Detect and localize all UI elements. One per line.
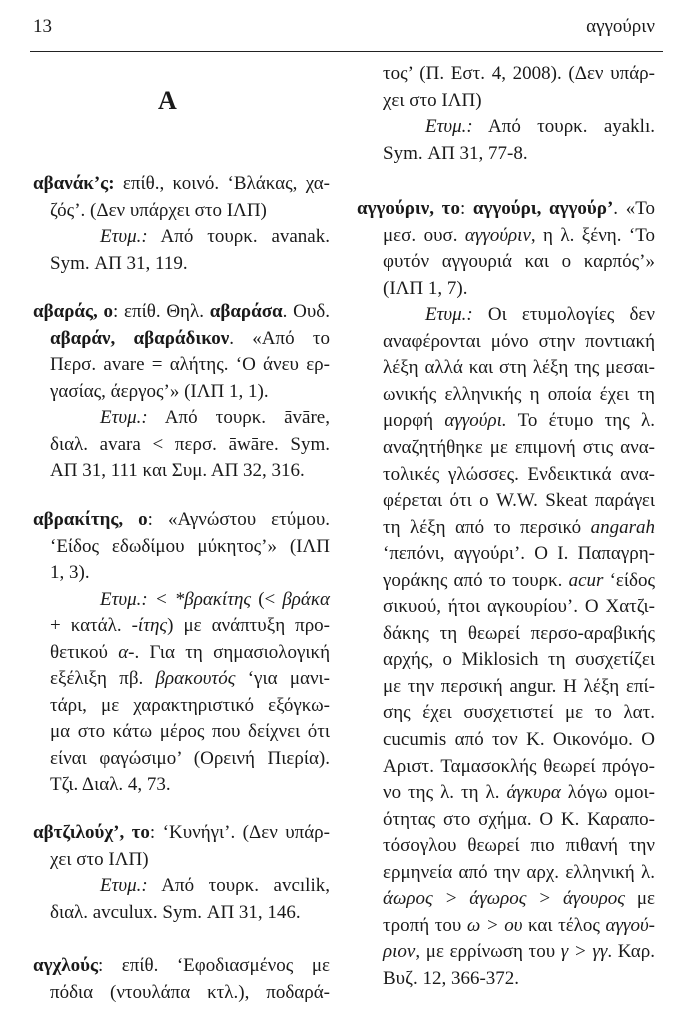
definition-line [33,955,330,977]
header-rule [30,51,663,52]
italic-text: Ετυμ.: < *βρακίτης [100,589,252,610]
definition-line [383,278,655,300]
text: σης έχει συσχετιστεί με το λατ. [383,702,655,723]
text: τη λέξη από το περσικό [383,517,591,538]
text: Sym. ΑΠ 31, 119. [50,253,188,274]
text: + κατάλ. [50,615,132,636]
etymology-line [383,143,655,165]
etymology-line [383,809,655,831]
italic-text: άωρος > άγωρος > άγουρος [383,888,625,909]
etymology-line [383,835,655,857]
definition-line [33,173,330,195]
etymology-line [383,915,655,937]
text: επίθ., κοινό. ‘Βλάκας, χα- [122,173,331,194]
text: ερμηνεία από την αρχ. ελληνική λ. [383,862,655,883]
italic-text: αγγούρι. [444,410,507,431]
italic-text: -ίτης [131,615,168,636]
text: Βυζ. 12, 366-372. [383,968,520,989]
text: αρχής, ο Miklosich τη συσχετίζει [383,649,655,670]
text: θετικού [50,642,119,663]
text: γοράκης από το τουρκ. [383,570,569,591]
etymology-line [383,570,655,592]
text: διαλ. avara < περσ. āwāre. Sym. [50,434,330,455]
etymology-line [50,695,330,717]
text: μεσ. ουσ. [383,225,465,246]
text: Από τουρκ. āvāre, [147,407,330,428]
text: . Ουδ. [282,301,330,322]
text: είναι φαγώσιμο’ (Ορεινή Πιερία). [50,748,330,769]
italic-text: ριον [383,941,416,962]
etymology-line [50,615,330,637]
italic-text: Ετυμ.: [425,116,473,137]
text: διαλ. avculux. Sym. ΑΠ 31, 146. [50,902,301,923]
text: Από τουρκ. avanak. [147,226,330,247]
headword: αβανάκ’ς: [33,173,115,194]
text: ζός’. (Δεν υπάρχει στο ΙΛΠ) [50,200,267,221]
text: . Καρ. [607,941,655,962]
headword: αβαράσα [209,301,283,322]
italic-text: acur [568,570,604,591]
text: : επίθ. ‘Εφοδιασμένος με [97,955,330,976]
etymology-line [383,782,655,804]
text: αναζητήθηκε με επιμονή στις ανα- [383,437,655,458]
text: ωνικής ελληνικής η οποία έχει τη [383,384,655,405]
text: Sym. ΑΠ 31, 77-8. [383,143,528,164]
definition-line [33,301,330,323]
text: 1, 3). [50,562,90,583]
text: τάρι, με χαρακτηριστικό εξόγκω- [50,695,330,716]
text: . «Το [613,198,655,219]
etymology-line [383,756,655,778]
section-letter: A [158,86,177,115]
text: σικυού, ήτοι αγκουρίου’. Ο Χατζι- [383,596,655,617]
etymology-line [50,748,330,770]
text: Τζι. Διαλ. 4, 73. [50,774,171,795]
etymology-line [383,543,655,565]
headword: αγγούρι, αγγούρ’ [472,198,614,219]
text: (ΙΛΠ 1, 7). [383,278,468,299]
etymology-line [425,116,655,138]
text: φυτόν αγγουριά και ο καρπός’» [383,251,655,272]
etymology-line [383,941,655,963]
etymology-line [100,226,330,248]
text: χει στο ΙΛΠ) [50,849,149,870]
text: . Για τη σημασιολογική [134,642,330,663]
text: Το έτυμο της λ. [506,410,655,431]
italic-text: βράκα [282,589,330,610]
etymology-line [383,517,655,539]
etymology-line [50,721,330,743]
text: ‘είδος [603,570,655,591]
etymology-line [383,649,655,671]
etymology-line [383,437,655,459]
text: : «Αγνώστου ετύμου. [147,509,331,530]
italic-text: α- [118,642,135,663]
text: δάκης τη θεωρεί περσο-αραβικής [383,623,655,644]
text: : [459,198,473,219]
etymology-line [383,729,655,751]
etymology-line [425,304,655,326]
definition-line [383,251,655,273]
definition-line [50,982,330,1004]
text: τολικές γλώσσες. Ενδεικτικά ανα- [383,464,655,485]
etymology-line [383,862,655,884]
etymology-line [383,676,655,698]
text: ‘πεπόνι, αγγούρι’. Ο Ι. Παπαγρη- [383,543,655,564]
text: , η λ. ξένη. ‘Το [530,225,655,246]
etymology-line [50,642,330,664]
etymology-line [383,331,655,353]
headword: αβτζιλούχ’, το [33,822,150,843]
etymology-line [383,490,655,512]
text: ) με ανάπτυξη προ- [167,615,331,636]
definition-line [383,90,655,112]
definition-line [33,509,330,531]
italic-text: άγκυρα [506,782,561,803]
page-number: 13 [33,16,52,37]
etymology-line [50,668,330,690]
text: , με ερρίνωση του [415,941,561,962]
text: φέρεται ότι ο W.W. Skeat παράγει [383,490,655,511]
text: τροπή του [383,915,467,936]
text: μορφή [383,410,445,431]
etymology-line [383,623,655,645]
text: ΑΠ 31, 111 και Συμ. ΑΠ 32, 316. [50,460,305,481]
definition-line [383,63,655,85]
headword: αβρακίτης, ο [33,509,148,530]
text: ότητας στο σχήμα. Ο Κ. Καραπο- [383,809,655,830]
etymology-line [50,902,330,924]
text: λέξη αλλά και στη λέξη της μεσαι- [383,357,655,378]
text: πόδια (ντουλάπα κτλ.), ποδαρά- [50,982,330,1003]
italic-text: angarah [590,517,655,538]
definition-line [357,198,655,220]
text: εξέλιξη πβ. [50,668,156,689]
italic-text: ω > ου [466,915,523,936]
etymology-line [100,407,330,429]
running-head: αγγούριν [586,16,655,37]
text: με [624,888,655,909]
etymology-line [383,357,655,379]
text: μα στο κάτω μέρος που δείχνει ότι [50,721,330,742]
headword: αβαράς, ο [33,301,114,322]
definition-line [50,354,330,376]
italic-text: αγγούριν [464,225,531,246]
definition-line [50,381,330,403]
etymology-line [383,410,655,432]
definition-line [383,225,655,247]
etymology-line [50,434,330,456]
text: τος’ (Π. Εστ. 4, 2008). (Δεν υπάρ- [383,63,655,84]
text: cucumis από τον Κ. Οικονόμο. Ο [383,729,655,750]
text: : επίθ. Θηλ. [113,301,210,322]
text: Οι ετυμολογίες δεν [472,304,655,325]
etymology-line [50,460,330,482]
definition-line [50,562,330,584]
etymology-line [50,774,330,796]
text: Από τουρκ. avcılik, [147,875,330,896]
definition-line [50,328,330,350]
italic-text: Ετυμ.: [100,226,148,247]
text: Περσ. avare = αλήτης. ‘Ο άνευ ερ- [50,354,330,375]
headword: αβαράν, αβαράδικον [50,328,230,349]
etymology-line [383,888,655,910]
text: γασίας, άεργος’» (ΙΛΠ 1, 1). [50,381,269,402]
text: νο της λ. τη λ. [383,782,507,803]
text: αναφέρονται μόνο στην ποντιακή [383,331,655,352]
italic-text: Ετυμ.: [100,875,148,896]
text: : ‘Κυνήγι’. (Δεν υπάρ- [149,822,330,843]
text: με την περσική angur. Η λέξη επί- [383,676,655,697]
text: λόγω ομοι- [560,782,655,803]
text: ‘για μανι- [235,668,330,689]
definition-line [50,200,330,222]
italic-text: Ετυμ.: [100,407,148,428]
italic-text: βρακουτός [155,668,236,689]
etymology-line [383,968,655,990]
italic-text: Ετυμ.: [425,304,473,325]
text: και τέλος [522,915,606,936]
etymology-line [383,702,655,724]
text: χει στο ΙΛΠ) [383,90,482,111]
etymology-line [100,875,330,897]
etymology-line [383,596,655,618]
definition-line [50,536,330,558]
text: Αριστ. Ταμασοκλής θεωρεί πρόγο- [383,756,655,777]
italic-text: γ > γγ [560,941,608,962]
headword: αγγούριν, το [357,198,460,219]
headword: αγχλούς [33,955,98,976]
text: τόσογλου θεωρεί πιο πιθανή την [383,835,655,856]
etymology-line [50,253,330,275]
text: . «Από το [229,328,331,349]
etymology-line [100,589,330,611]
definition-line [50,849,330,871]
italic-text: αγγού- [605,915,655,936]
etymology-line [383,464,655,486]
text: (< [251,589,283,610]
text: ‘Είδος εδωδίμου μύκητος’» (ΙΛΠ [50,536,330,557]
text: Από τουρκ. ayaklı. [472,116,655,137]
definition-line [33,822,330,844]
etymology-line [383,384,655,406]
